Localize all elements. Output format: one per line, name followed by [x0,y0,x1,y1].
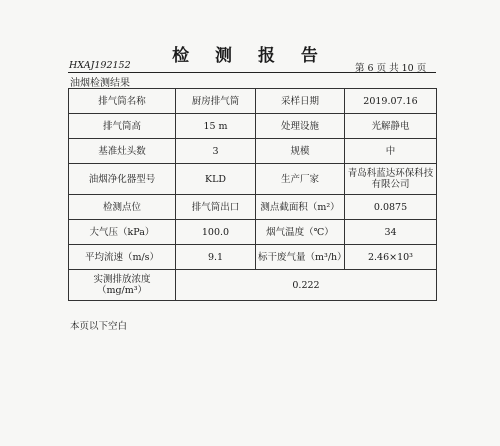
footer-note: 本页以下空白 [70,321,128,332]
row-label: 规模 [256,139,345,164]
page-info: 第 6 页 共 10 页 [355,63,427,74]
table-row [69,220,437,245]
row-value: KLD [176,164,256,195]
row-label: 排气筒高 [69,114,176,139]
row-value: 34 [345,220,437,245]
row-value: 光解静电 [345,114,437,139]
concentration-label: 实测排放浓度（mg/m³） [69,270,176,301]
section-title: 油烟检测结果 [70,78,130,89]
row-value: 9.1 [176,245,256,270]
row-value: 15 m [176,114,256,139]
row-label: 烟气温度（℃） [256,220,345,245]
row-label: 基准灶头数 [69,139,176,164]
row-value: 3 [176,139,256,164]
row-label: 处理设施 [256,114,345,139]
row-label: 标干废气量（m³/h） [256,245,345,270]
table-row [69,114,437,139]
row-label: 平均流速（m/s） [69,245,176,270]
header-divider [68,72,436,73]
row-value: 0.0875 [345,195,437,220]
table-row [69,195,437,220]
row-label: 采样日期 [256,89,345,114]
results-table [68,88,437,301]
row-label: 检测点位 [69,195,176,220]
report-title: 检 测 报 告 [172,46,328,66]
row-label: 油烟净化器型号 [69,164,176,195]
row-value: 青岛科蓝达环保科技有限公司 [345,164,437,195]
table-row [69,270,437,301]
row-value: 厨房排气筒 [176,89,256,114]
table-row [69,245,437,270]
row-value: 2019.07.16 [345,89,437,114]
table-row [69,164,437,195]
row-label: 排气筒名称 [69,89,176,114]
concentration-value: 0.222 [176,270,437,301]
row-value: 100.0 [176,220,256,245]
table-row [69,139,437,164]
row-label: 测点截面积（m²） [256,195,345,220]
row-label: 生产厂家 [256,164,345,195]
table-row [69,89,437,114]
report-number: HXAJ192152 [69,60,131,71]
row-value: 2.46×10³ [345,245,437,270]
row-value: 中 [345,139,437,164]
row-label: 大气压（kPa） [69,220,176,245]
row-value: 排气筒出口 [176,195,256,220]
